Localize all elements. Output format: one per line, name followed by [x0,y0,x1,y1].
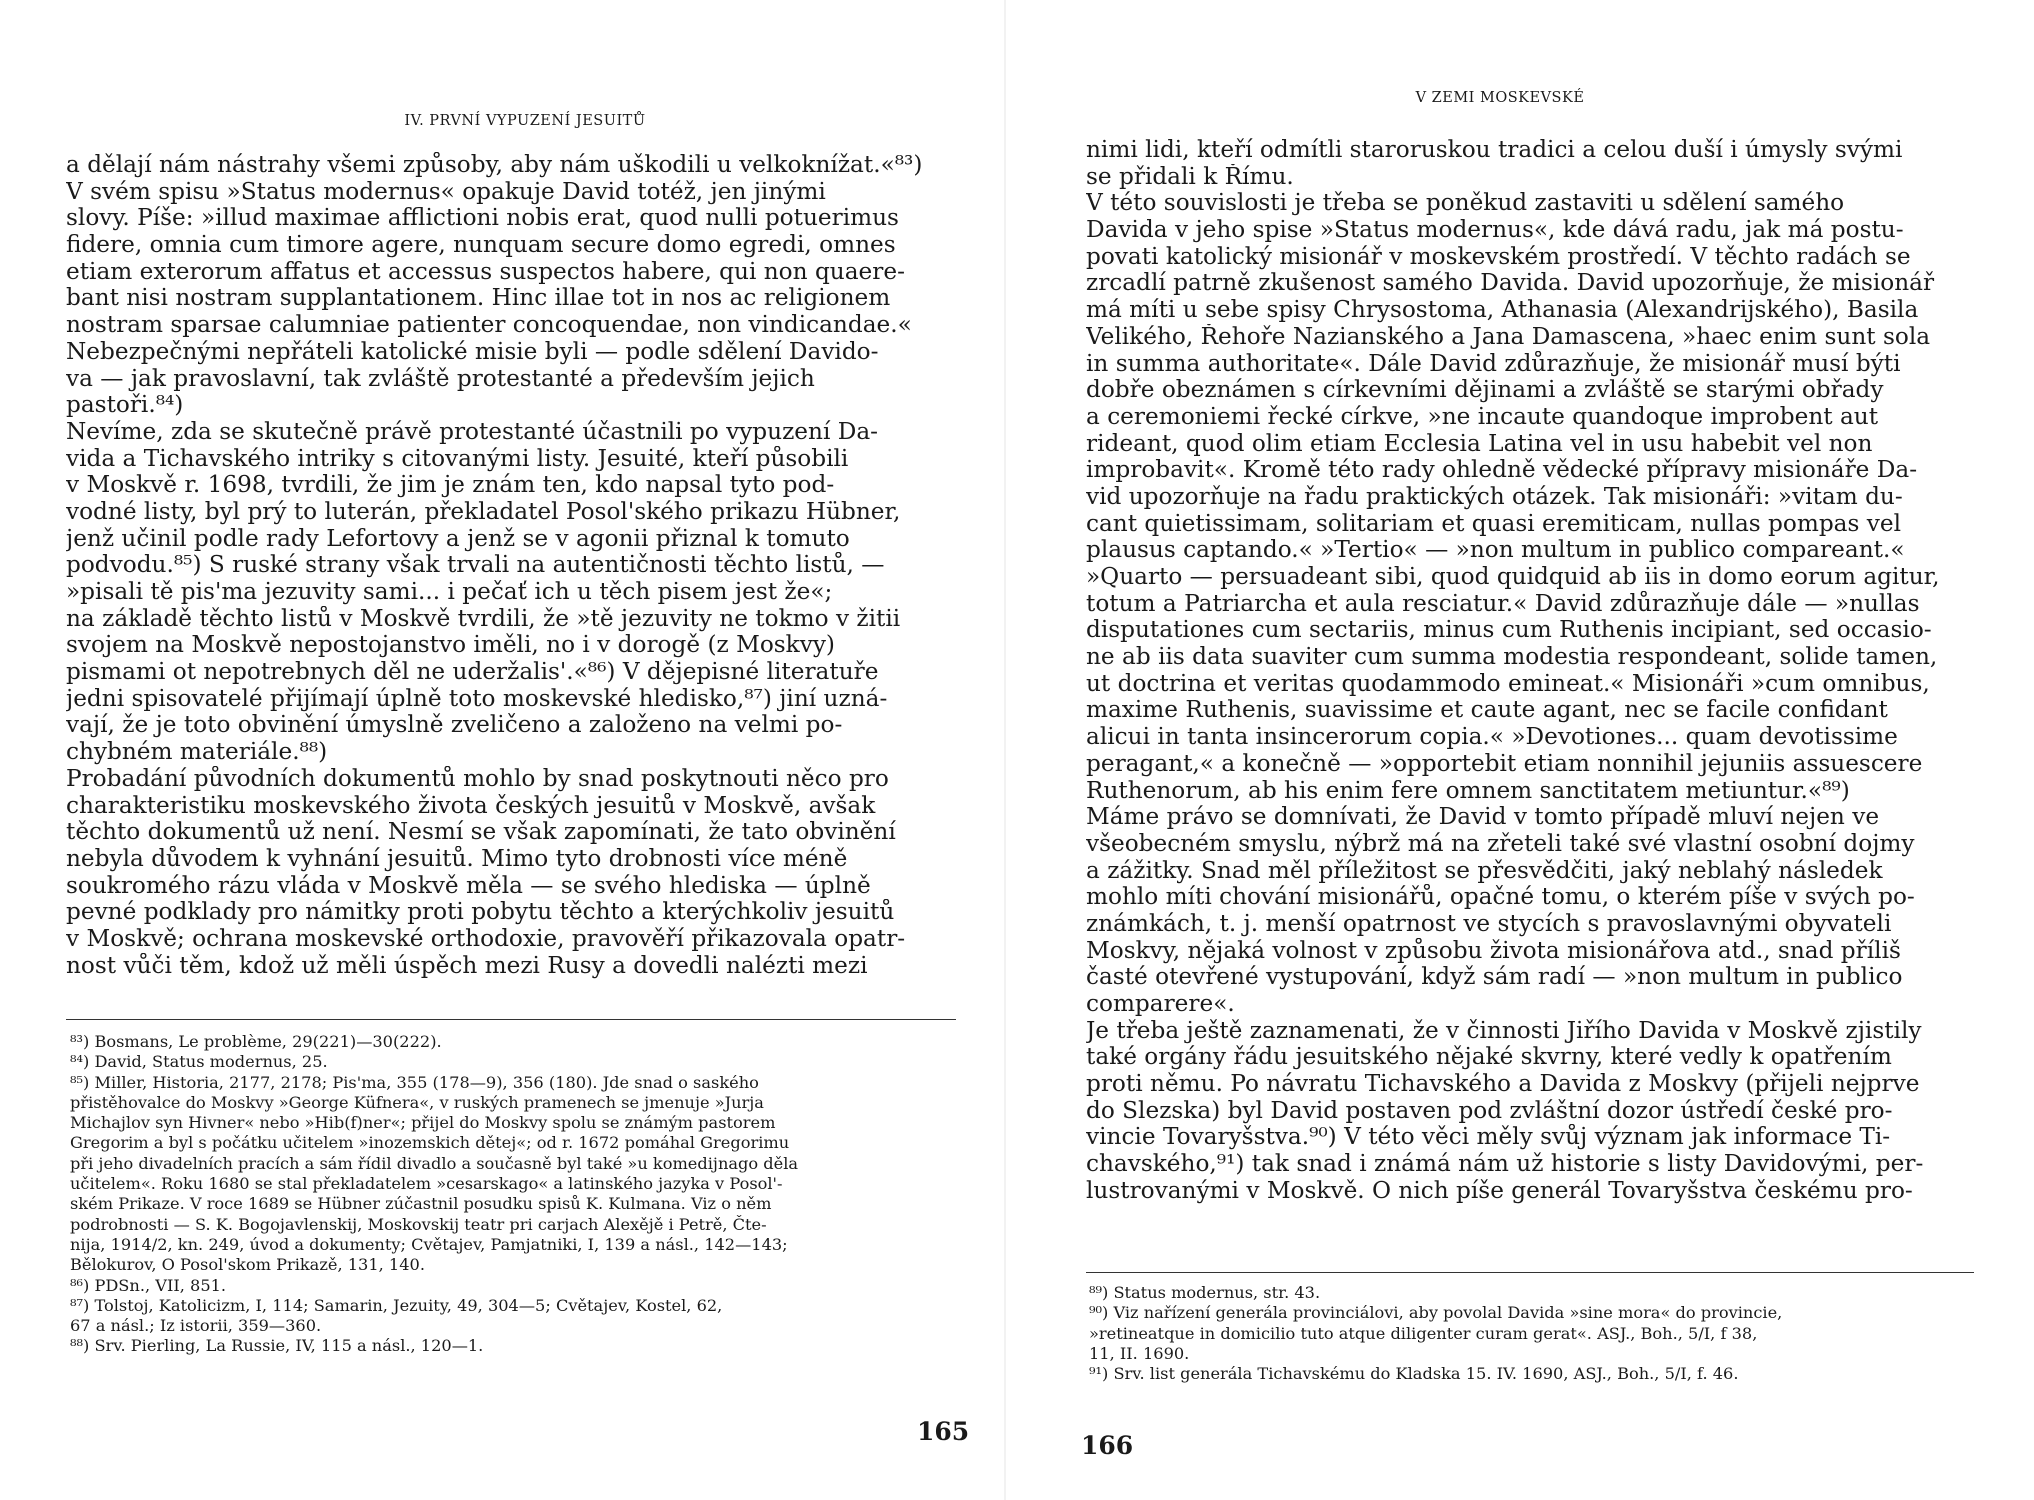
text-line: nostram sparsae calumniae patienter concoquendae, non vindicandae.« [66,312,912,339]
text-line: pismami ot nepotrebnych děl ne uderžalis'.«⁸⁶) V dějepisné literatuře [66,659,879,686]
text-line: zrcadlí patrně zkušenost samého Davida. David upozorňuje, že misionář [1086,270,1935,297]
text-line: jedni spisovatelé přijímají úplně toto moskevské hledisko,⁸⁷) jiní uzná- [66,685,888,712]
left-page [0,0,1005,1500]
text-line: jenž učinil podle rady Lefortovy a jenž se v agonii přiznal k tomuto [66,525,850,552]
text-line: va — jak pravoslavní, tak zvláště protestanté a především jejich [66,365,815,392]
footnote-line: ⁸³) Bosmans, Le problème, 29(221)—30(222). [70,1032,442,1051]
text-line: in summa authoritate«. Dále David zdůrazňuje, že misionář musí býti [1086,350,1901,377]
footnote-line: 67 a násl.; Iz istorii, 359—360. [70,1316,322,1336]
text-line: ut doctrina et veritas quodammodo emineat.« Misionáři »cum omnibus, [1086,670,1930,697]
footnotes [1089,1283,1977,1384]
text-line: se přidali k Římu. [1086,163,1294,190]
text-line: totum a Patriarcha et aula resciatur.« David zdůrazňuje dále — »nullas [1086,590,1920,617]
text-line: Máme právo se domnívati, že David v tomto případě mluví nejen ve [1086,804,1880,831]
text-line: plausus captando.« »Tertio« — »non multum in publico compareant.« [1086,537,1905,564]
text-line: Nebezpečnými nepřáteli katolické misie byli — podle sdělení Davido- [66,338,879,365]
text-line: Davida v jeho spise »Status modernus«, kde dává radu, jak má postu- [1086,217,1904,244]
text-line: nebyla důvodem k vyhnání jesuitů. Mimo tyto drobnosti více méně [66,845,848,872]
text-line: v Moskvě; ochrana moskevské orthodoxie, pravověří přikazovala opatr- [66,925,906,952]
right-page [1005,0,2034,1500]
footnote-line: ⁸⁵) Miller, Historia, 2177, 2178; Pis'ma, 355 (178—9), 356 (180). Jde snad o saského [70,1072,759,1092]
text-line: vají, že je toto obvinění úmyslně zveličeno a založeno na velmi po- [66,712,843,739]
running-head: IV. PRVNÍ VYPUZENÍ JESUITŮ [404,113,646,129]
text-line: V této souvislosti je třeba se poněkud zastaviti u sdělení samého [1086,190,1845,217]
text-line: pastoři.⁸⁴) [66,392,184,419]
text-line: v Moskvě r. 1698, tvrdili, že jim je znám ten, kdo napsal tyto pod- [66,472,835,499]
text-line: slovy. Píše: »illud maximae afflictioni nobis erat, quod nulli potuerimus [66,205,899,232]
text-line: a zážitky. Snad měl příležitost se přesvědčiti, jaký neblahý následek [1086,857,1883,884]
footnote-line: ⁸⁸) Srv. Pierling, La Russie, IV, 115 a násl., 120—1. [70,1336,484,1356]
text-line: povati katolický misionář v moskevském prostředí. V těchto radách se [1086,243,1911,270]
footnote-line: podrobnosti — S. K. Bogojavlenskij, Moskovskij teatr pri carjach Alexějě i Petrě, Čte- [70,1214,767,1234]
text-line: a dělají nám nástrahy všemi způsoby, aby nám uškodili u velkoknížat.«⁸³) [66,152,923,178]
text-line: dobře obeznámen s církevními dějinami a zvláště se starými obřady [1086,377,1884,404]
footnote-line: »retineatque in domicilio tuto atque diligenter curam gerat«. ASJ., Boh., 5/I, f 38, [1089,1323,1758,1343]
text-line: cant quietissimam, solitariam et quasi eremiticam, nullas pompas vel [1086,510,1902,537]
footnote-line: Gregorim a byl s počátku učitelem »inozemskich dětej«; od r. 1672 pomáhal Gregorimu [70,1133,790,1153]
text-line: Velikého, Řehoře Nazianského a Jana Damascena, »haec enim sunt sola [1086,323,1931,350]
text-line: Probadání původních dokumentů mohlo by snad poskytnouti něco pro [66,765,889,792]
footnote-line: ⁸⁹) Status modernus, str. 43. [1089,1283,1321,1302]
text-line: peragant,« a konečně — »opportebit etiam nonnihil jejuniis assuescere [1086,750,1923,777]
text-line: do Slezska) byl David postaven pod zvláštní dozor ústředí české pro- [1086,1097,1893,1124]
footnote-line: ském Prikaze. V roce 1689 se Hübner zúčastnil posudku spisů K. Kulmana. Viz o něm [70,1194,772,1214]
text-line: vodné listy, byl prý to luterán, překladatel Posol'ského prikazu Hübner, [66,498,901,525]
text-line: soukromého rázu vláda v Moskvě měla — se svého hlediska — úplně [66,872,871,899]
footnote-line: ⁹¹) Srv. list generála Tichavskému do Kladska 15. IV. 1690, ASJ., Boh., 5/I, f. 46. [1089,1364,1739,1384]
text-line: také orgány řádu jesuitského nějaké skvrny, které vedly k opatřením [1086,1044,1892,1071]
footnote-rule [1086,1272,1974,1273]
text-line: pevné podklady pro námitky proti pobytu těchto a kterýchkoliv jesuitů [66,899,895,926]
text-line: nimi lidi, kteří odmítli staroruskou tradici a celou duší i úmysly svými [1086,137,1903,163]
text-line: vid upozorňuje na řadu praktických otázek. Tak misionáři: »vitam du- [1086,483,1903,510]
text-line: bant nisi nostram supplantationem. Hinc illae tot in nos ac religionem [66,285,891,312]
text-line: vida a Tichavského intriky s citovanými listy. Jesuité, kteří působili [66,445,849,472]
text-line: disputationes cum sectariis, minus cum Ruthenis incipiant, sed occasio- [1086,617,1932,644]
footnote-line: ⁹⁰) Viz nařízení generála provinciálovi, aby povolal Davida »sine mora« do provincie, [1089,1303,1783,1323]
footnote-line: při jeho divadelních pracích a sám řídil divadlo a současně byl také »u komedijnago děla [70,1153,799,1173]
footnote-line: ⁸⁶) PDSn., VII, 851. [70,1275,227,1295]
footnote-line: 11, II. 1690. [1089,1343,1190,1363]
text-line: maxime Ruthenis, suavissime et caute agant, nec se facile confidant [1086,697,1888,724]
text-line: proti němu. Po návratu Tichavského a Davida z Moskvy (přijeli nejprve [1086,1071,1920,1098]
text-line: a ceremoniemi řecké církve, »ne incaute quandoque improbent aut [1086,403,1879,430]
text-line: známkách, t. j. menší opatrnost ve stycích s pravoslavnými obyvateli [1086,910,1892,937]
footnotes [70,1032,958,1357]
text-line: Nevíme, zda se skutečně právě protestanté účastnili po vypuzení Da- [66,418,878,445]
page-number: 165 [917,1417,970,1446]
text-line: alicui in tanta insincerorum copia.« »Devotiones... quam devotissime [1086,724,1898,751]
footnote-line: přistěhovalce do Moskvy »George Küfnera«, v ruských pramenech se jmenuje »Jurja [70,1092,764,1112]
text-line: těchto dokumentů už není. Nesmí se však zapomínati, že tato obvinění [66,819,896,846]
text-line: nost vůči těm, kdož už měli úspěch mezi Rusy a dovedli nalézti mezi [66,952,868,979]
text-line: mohlo míti chování misionářů, opačné tomu, o kterém píše v svých po- [1086,884,1915,911]
text-line: ne ab iis data suaviter cum summa modestia respondeant, solide tamen, [1086,644,1938,671]
running-head: V ZEMI MOSKEVSKÉ [1415,90,1585,106]
text-line: chavského,⁹¹) tak snad i známá nám už historie s listy Davidovými, per- [1086,1151,1924,1178]
text-line: na základě těchto listů v Moskvě tvrdili, že »tě jezuvity ne tokmo v žitii [66,605,901,632]
footnote-line: ⁸⁴) David, Status modernus, 25. [70,1052,328,1072]
body-text [66,152,954,979]
text-line: všeobecném smyslu, nýbrž má na zřeteli také své vlastní osobní dojmy [1086,830,1915,857]
text-line: vincie Tovaryšstva.⁹⁰) V této věci měly svůj význam jak informace Ti- [1086,1124,1891,1151]
footnote-line: nija, 1914/2, kn. 249, úvod a dokumenty; Cvětajev, Pamjatniki, I, 139 a násl., 142—143; [70,1234,788,1254]
text-line: V svém spisu »Status modernus« opakuje David totéž, jen jinými [66,178,826,205]
footnote-line: ⁸⁷) Tolstoj, Katolicizm, I, 114; Samarin, Jezuity, 49, 304—5; Cvětajev, Kostel, 62, [70,1295,723,1315]
footnote-line: Bělokurov, O Posol'skom Prikazě, 131, 140. [70,1255,425,1275]
text-line: podvodu.⁸⁵) S ruské strany však trvali na autentičnosti těchto listů, — [66,552,885,579]
text-line: »pisali tě pis'ma jezuvity sami... i pečať ich u těch pisem jest že«; [66,579,833,605]
footnote-rule [66,1019,956,1020]
text-line: chybném materiále.⁸⁸) [66,739,328,766]
text-line: svojem na Moskvě nepostojanstvo iměli, no i v dorogě (z Moskvy) [66,632,835,659]
text-line: Ruthenorum, ab his enim fere omnem sanctitatem metiuntur.«⁸⁹) [1086,777,1850,804]
page-number: 166 [1081,1431,1134,1460]
text-line: lustrovanými v Moskvě. O nich píše generál Tovaryšstva českému pro- [1086,1177,1913,1204]
text-line: improbavit«. Kromě této rady ohledně vědecké přípravy misionáře Da- [1086,457,1918,484]
text-line: Je třeba ještě zaznamenati, že v činnosti Jiřího Davida v Moskvě zjistily [1086,1017,1922,1044]
footnote-line: učitelem«. Roku 1680 se stal překladatelem »cesarskago« a latinského jazyka v Posol'- [70,1174,783,1194]
text-line: »Quarto — persuadeant sibi, quod quidquid ab iis in domo eorum agitur, [1086,564,1940,590]
text-line: charakteristiku moskevského života českých jesuitů v Moskvě, avšak [66,792,876,819]
footnote-line: Michajlov syn Hivner« nebo »Hib(f)ner«; přijel do Moskvy spolu se známým pastorem [70,1113,776,1133]
text-line: etiam exterorum affatus et accessus suspectos habere, qui non quaere- [66,258,905,285]
text-line: rideant, quod olim etiam Ecclesia Latina vel in usu habebit vel non [1086,430,1873,457]
text-line: časté otevřené vystupování, když sám radí — »non multum in publico [1086,964,1903,991]
text-line: comparere«. [1086,991,1235,1017]
text-line: fidere, omnia cum timore agere, nunquam secure domo egredi, omnes [66,232,896,259]
text-line: Moskvy, nějaká volnost v způsobu života misionářova atd., snad příliš [1086,937,1901,964]
text-line: má míti u sebe spisy Chrysostoma, Athanasia (Alexandrijského), Basila [1086,297,1919,324]
body-text [1086,137,1974,1205]
